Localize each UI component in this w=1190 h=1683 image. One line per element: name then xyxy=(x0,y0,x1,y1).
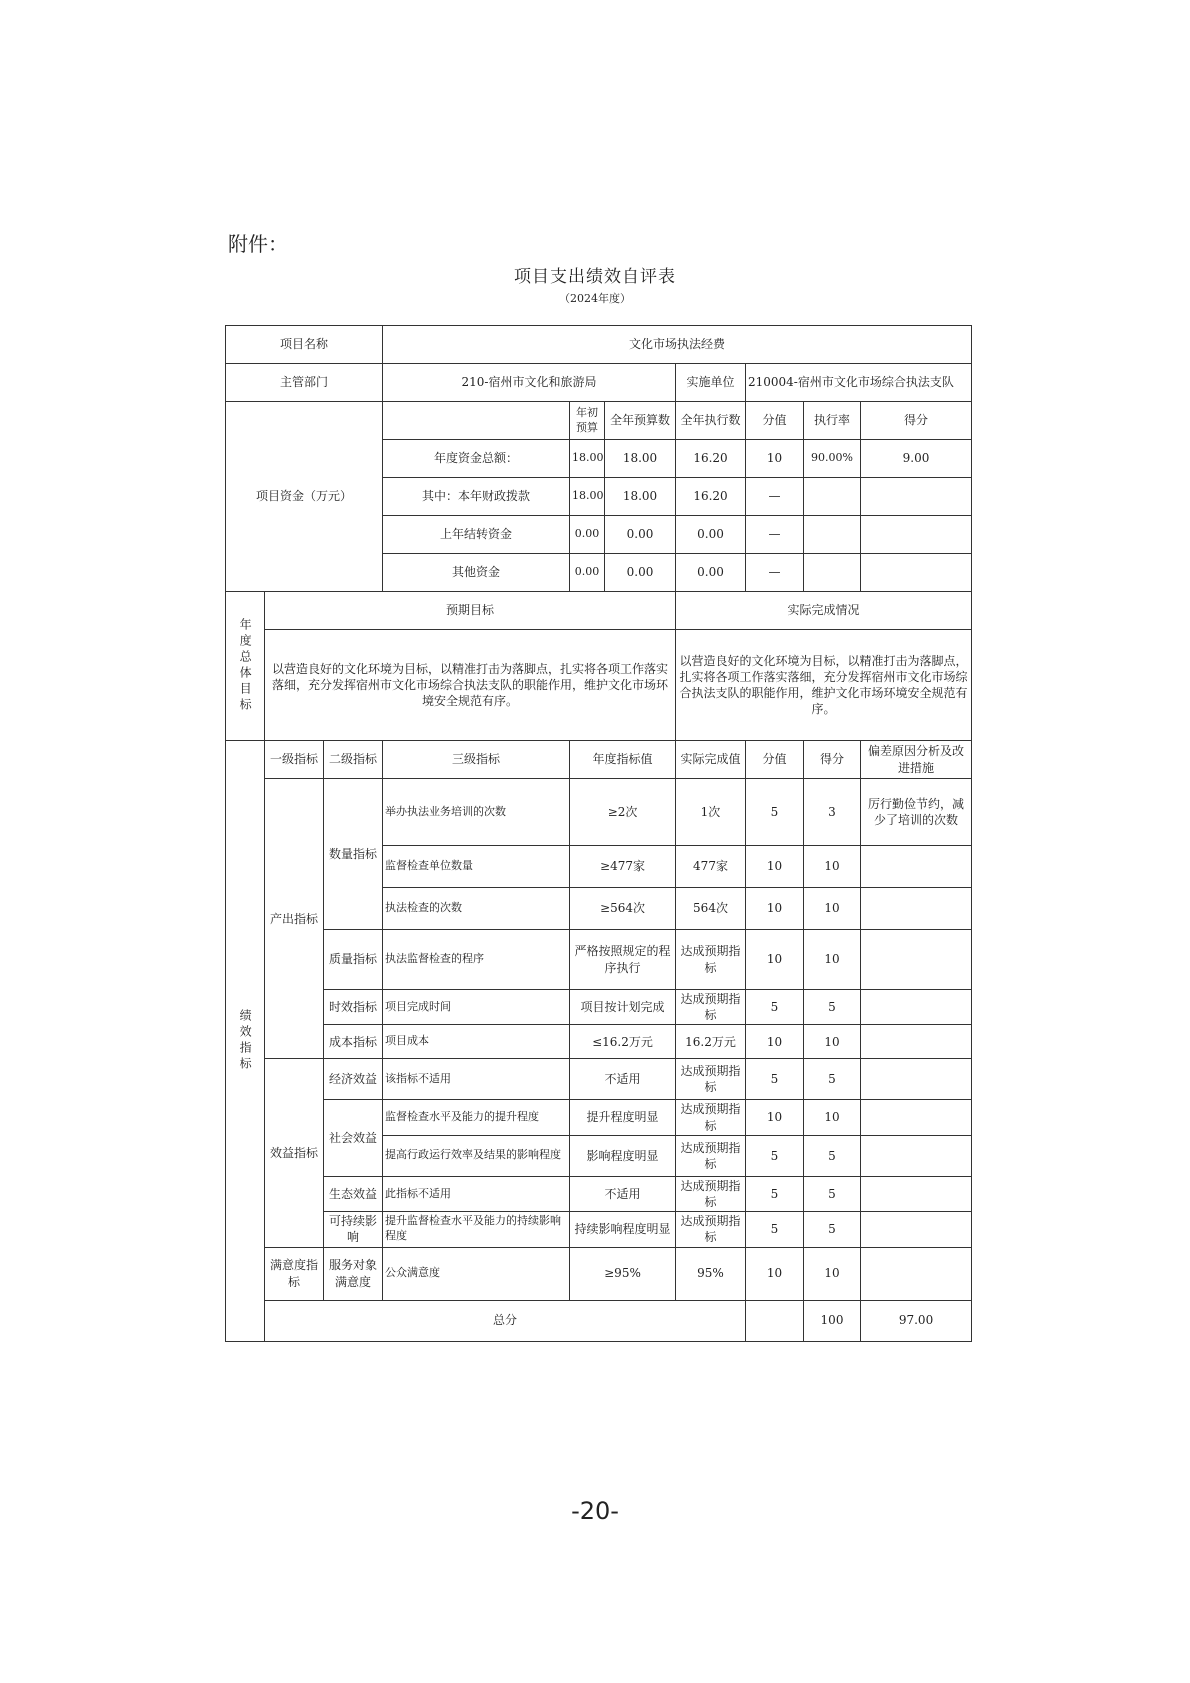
funds-header-executed: 全年执行数 xyxy=(676,402,746,440)
funds-row-annual: 18.00 xyxy=(605,478,676,516)
indicator-note xyxy=(861,1100,972,1135)
indicator-target: 严格按照规定的程序执行 xyxy=(570,930,676,990)
indicator-target: ≥95% xyxy=(570,1247,676,1300)
indicator-header-score: 得分 xyxy=(804,741,861,779)
indicator-note xyxy=(861,888,972,930)
funds-header-annual: 全年预算数 xyxy=(605,402,676,440)
indicator-note xyxy=(861,1135,972,1176)
total-label: 总分 xyxy=(265,1300,746,1341)
funds-row-name: 年度资金总额： xyxy=(383,440,570,478)
indicator-target: ≥477家 xyxy=(570,846,676,888)
indicator-score: 5 xyxy=(804,1135,861,1176)
project-name-row xyxy=(226,326,972,364)
indicator-row xyxy=(226,1059,972,1100)
goals-header-row xyxy=(226,592,972,630)
indicator-l1-satisfaction: 满意度指标 xyxy=(265,1247,324,1300)
funds-row-annual: 0.00 xyxy=(605,554,676,592)
indicator-l3: 执法监督检查的程序 xyxy=(383,930,570,990)
page-number: -20- xyxy=(571,1497,619,1525)
indicator-actual: 达成预期指标 xyxy=(676,1212,746,1247)
indicator-actual: 1次 xyxy=(676,779,746,846)
goals-actual-text: 以营造良好的文化环境为目标，以精准打击为落脚点，扎实将各项工作落实落细，充分发挥宿州市文化市场综合执法支队的职能作用，维护文化市场环境安全规范有序。 xyxy=(676,630,972,741)
indicator-l3: 项目成本 xyxy=(383,1025,570,1059)
indicator-l2: 数量指标 xyxy=(324,779,383,930)
funds-row-executed: 0.00 xyxy=(676,554,746,592)
indicator-row xyxy=(226,1100,972,1135)
indicator-score: 3 xyxy=(804,779,861,846)
goals-expected-label: 预期目标 xyxy=(265,592,676,630)
indicator-weight: 10 xyxy=(746,1100,804,1135)
indicator-header-note: 偏差原因分析及改进措施 xyxy=(861,741,972,779)
indicator-note xyxy=(861,1059,972,1100)
funds-label: 项目资金（万元） xyxy=(226,402,383,592)
funds-row-initial: 18.00 xyxy=(570,478,605,516)
indicator-score: 5 xyxy=(804,1059,861,1100)
indicator-weight: 5 xyxy=(746,990,804,1025)
indicator-l3: 公众满意度 xyxy=(383,1247,570,1300)
indicator-row xyxy=(226,1212,972,1247)
project-name-label: 项目名称 xyxy=(226,326,383,364)
funds-row-score xyxy=(861,478,972,516)
funds-row-score xyxy=(861,554,972,592)
funds-row-weight: — xyxy=(746,554,804,592)
indicator-score: 10 xyxy=(804,930,861,990)
indicator-actual: 达成预期指标 xyxy=(676,930,746,990)
goals-actual-label: 实际完成情况 xyxy=(676,592,972,630)
funds-header-initial: 年初预算 xyxy=(570,402,605,440)
total-row xyxy=(226,1300,972,1341)
dept-label: 主管部门 xyxy=(226,364,383,402)
indicator-header-l1: 一级指标 xyxy=(265,741,324,779)
indicator-l1-benefit: 效益指标 xyxy=(265,1059,324,1247)
indicator-note xyxy=(861,1025,972,1059)
indicator-actual: 达成预期指标 xyxy=(676,1100,746,1135)
indicator-l3: 该指标不适用 xyxy=(383,1059,570,1100)
indicators-label-cell xyxy=(226,741,265,1342)
indicator-actual: 16.2万元 xyxy=(676,1025,746,1059)
indicator-header-target: 年度指标值 xyxy=(570,741,676,779)
indicator-score: 10 xyxy=(804,1247,861,1300)
project-name: 文化市场执法经费 xyxy=(383,326,972,364)
dept-value: 210-宿州市文化和旅游局 xyxy=(383,364,676,402)
goals-expected-text: 以营造良好的文化环境为目标，以精准打击为落脚点，扎实将各项工作落实落细，充分发挥宿州市文化市场综合执法支队的职能作用，维护文化市场环境安全规范有序。 xyxy=(265,630,676,741)
indicator-score: 10 xyxy=(804,1025,861,1059)
indicator-score: 5 xyxy=(804,1176,861,1211)
funds-row-initial: 0.00 xyxy=(570,554,605,592)
department-row xyxy=(226,364,972,402)
indicator-header-row xyxy=(226,741,972,779)
indicator-target: 影响程度明显 xyxy=(570,1135,676,1176)
indicator-row xyxy=(226,930,972,990)
indicator-note xyxy=(861,990,972,1025)
funds-header-weight: 分值 xyxy=(746,402,804,440)
self-evaluation-table xyxy=(225,325,972,1342)
indicator-score: 10 xyxy=(804,1100,861,1135)
funds-header-blank xyxy=(383,402,570,440)
indicator-actual: 达成预期指标 xyxy=(676,990,746,1025)
indicator-l2: 社会效益 xyxy=(324,1100,383,1176)
funds-row-executed: 0.00 xyxy=(676,516,746,554)
funds-row-annual: 18.00 xyxy=(605,440,676,478)
funds-row-rate: 90.00% xyxy=(804,440,861,478)
indicator-l2: 可持续影响 xyxy=(324,1212,383,1247)
indicator-note xyxy=(861,1176,972,1211)
indicator-l3: 项目完成时间 xyxy=(383,990,570,1025)
indicator-target: ≥2次 xyxy=(570,779,676,846)
indicator-weight: 5 xyxy=(746,1212,804,1247)
funds-row-annual: 0.00 xyxy=(605,516,676,554)
goals-label-cell xyxy=(226,592,265,741)
funds-row-rate xyxy=(804,478,861,516)
indicator-target: 不适用 xyxy=(570,1176,676,1211)
indicator-l3: 此指标不适用 xyxy=(383,1176,570,1211)
indicator-target: 项目按计划完成 xyxy=(570,990,676,1025)
indicator-target: ≤16.2万元 xyxy=(570,1025,676,1059)
funds-row-initial: 18.00 xyxy=(570,440,605,478)
funds-row-weight: — xyxy=(746,478,804,516)
indicator-weight: 10 xyxy=(746,846,804,888)
indicator-row xyxy=(226,1176,972,1211)
indicator-header-l3: 三级指标 xyxy=(383,741,570,779)
indicator-l3: 提升监督检查水平及能力的持续影响程度 xyxy=(383,1212,570,1247)
indicator-header-l2: 二级指标 xyxy=(324,741,383,779)
indicator-score: 10 xyxy=(804,888,861,930)
indicator-weight: 10 xyxy=(746,1025,804,1059)
indicator-actual: 达成预期指标 xyxy=(676,1059,746,1100)
indicator-l3: 提高行政运行效率及结果的影响程度 xyxy=(383,1135,570,1176)
indicator-actual: 477家 xyxy=(676,846,746,888)
indicator-target: 不适用 xyxy=(570,1059,676,1100)
form-title: 项目支出绩效自评表 xyxy=(514,267,676,287)
indicator-l3: 监督检查水平及能力的提升程度 xyxy=(383,1100,570,1135)
indicator-l2: 时效指标 xyxy=(324,990,383,1025)
form-subtitle: （2024年度） xyxy=(559,292,631,305)
indicator-header-actual: 实际完成值 xyxy=(676,741,746,779)
indicator-weight: 10 xyxy=(746,888,804,930)
funds-row-executed: 16.20 xyxy=(676,478,746,516)
indicator-target: ≥564次 xyxy=(570,888,676,930)
total-score: 97.00 xyxy=(861,1300,972,1341)
funds-row-score: 9.00 xyxy=(861,440,972,478)
indicator-row xyxy=(226,1247,972,1300)
attachment-label: 附件： xyxy=(228,232,288,256)
indicator-l2: 生态效益 xyxy=(324,1176,383,1211)
indicator-row xyxy=(226,779,972,846)
indicator-l2: 经济效益 xyxy=(324,1059,383,1100)
indicator-row xyxy=(226,1025,972,1059)
indicator-note xyxy=(861,846,972,888)
indicator-score: 10 xyxy=(804,846,861,888)
funds-header-score: 得分 xyxy=(861,402,972,440)
indicator-actual: 564次 xyxy=(676,888,746,930)
indicator-note xyxy=(861,1212,972,1247)
indicator-l3: 举办执法业务培训的次数 xyxy=(383,779,570,846)
total-weight: 100 xyxy=(804,1300,861,1341)
impl-value: 210004-宿州市文化市场综合执法支队 xyxy=(746,364,972,402)
indicator-weight: 5 xyxy=(746,1059,804,1100)
indicator-weight: 5 xyxy=(746,779,804,846)
indicator-l2: 质量指标 xyxy=(324,930,383,990)
funds-row-weight: — xyxy=(746,516,804,554)
indicator-actual: 95% xyxy=(676,1247,746,1300)
indicator-l3: 监督检查单位数量 xyxy=(383,846,570,888)
goals-content-row xyxy=(226,630,972,741)
funds-header-rate: 执行率 xyxy=(804,402,861,440)
indicator-l1-output: 产出指标 xyxy=(265,779,324,1059)
indicator-note: 厉行勤俭节约，减少了培训的次数 xyxy=(861,779,972,846)
indicators-label: 绩效指标 xyxy=(238,1008,253,1073)
indicator-note xyxy=(861,1247,972,1300)
indicator-l2: 成本指标 xyxy=(324,1025,383,1059)
indicator-header-weight: 分值 xyxy=(746,741,804,779)
indicator-note xyxy=(861,930,972,990)
funds-row-executed: 16.20 xyxy=(676,440,746,478)
impl-label: 实施单位 xyxy=(676,364,746,402)
funds-row-name: 其他资金 xyxy=(383,554,570,592)
funds-row-weight: 10 xyxy=(746,440,804,478)
indicator-row xyxy=(226,990,972,1025)
funds-row-score xyxy=(861,516,972,554)
indicator-weight: 10 xyxy=(746,930,804,990)
indicator-l3: 执法检查的次数 xyxy=(383,888,570,930)
funds-row-initial: 0.00 xyxy=(570,516,605,554)
funds-row-rate xyxy=(804,554,861,592)
funds-row-name: 其中：本年财政拨款 xyxy=(383,478,570,516)
total-blank xyxy=(746,1300,804,1341)
goals-label: 年度总体目标 xyxy=(238,618,253,714)
indicator-weight: 10 xyxy=(746,1247,804,1300)
funds-row-name: 上年结转资金 xyxy=(383,516,570,554)
indicator-score: 5 xyxy=(804,990,861,1025)
indicator-target: 提升程度明显 xyxy=(570,1100,676,1135)
indicator-l2: 服务对象满意度 xyxy=(324,1247,383,1300)
funds-header-row xyxy=(226,402,972,440)
indicator-target: 持续影响程度明显 xyxy=(570,1212,676,1247)
funds-row-rate xyxy=(804,516,861,554)
indicator-actual: 达成预期指标 xyxy=(676,1135,746,1176)
indicator-score: 5 xyxy=(804,1212,861,1247)
indicator-weight: 5 xyxy=(746,1135,804,1176)
indicator-weight: 5 xyxy=(746,1176,804,1211)
indicator-actual: 达成预期指标 xyxy=(676,1176,746,1211)
